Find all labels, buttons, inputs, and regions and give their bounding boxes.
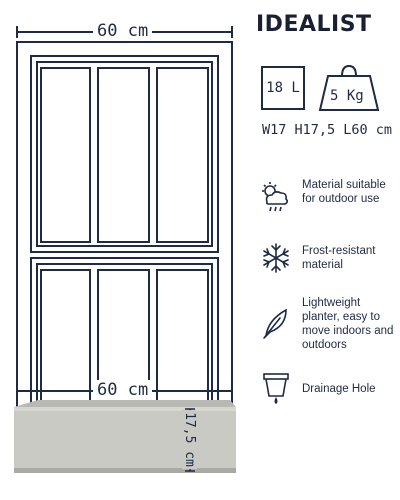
weight-icon [318, 62, 380, 112]
feature-drainage-text: Drainage Hole [302, 383, 376, 395]
weather-icon [258, 180, 292, 214]
planter-width-label: 60 cm [93, 380, 152, 400]
planter-height-label: 17,5 cm [181, 412, 197, 467]
volume-box [261, 66, 305, 110]
snowflake-icon [260, 242, 292, 274]
size-spec: W17 H17,5 L60 cm [262, 122, 393, 138]
feather-icon [260, 306, 292, 340]
volume-label: 18 L [266, 80, 300, 96]
planter [14, 400, 236, 473]
weight-label: 5 Kg [330, 88, 364, 104]
upper-pane-left [41, 68, 90, 242]
feature-lightweight-text: Lightweight planter, easy to move indoors and outdoors [302, 297, 394, 351]
upper-pane-right [157, 68, 208, 242]
feature-frost-text: Frost-resistant material [302, 245, 376, 271]
feature-outdoor-text: Material suitable for outdoor use [302, 179, 386, 205]
upper-pane-middle [98, 68, 149, 242]
upper-sash [31, 56, 218, 252]
window-width-label: 60 cm [93, 21, 152, 41]
brand-logo: IDEALIST [256, 12, 372, 37]
pot-drainage-icon [262, 372, 290, 406]
